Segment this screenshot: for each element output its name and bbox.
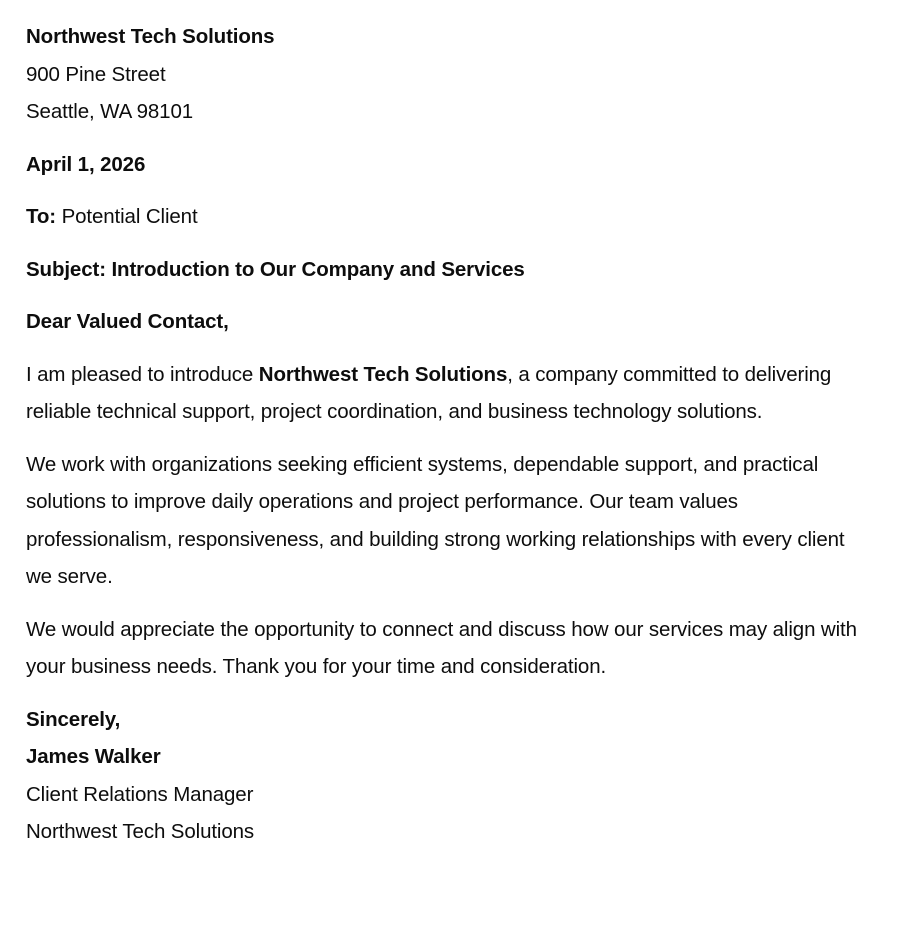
recipient-label: To:: [26, 205, 56, 228]
spacer-after-salutation: [26, 341, 873, 356]
signature-company: Northwest Tech Solutions: [26, 820, 255, 843]
signature-name: James Walker: [26, 745, 161, 768]
sender-street-address: 900 Pine Street: [26, 62, 166, 86]
spacer-after-paragraph-3: [26, 686, 873, 701]
signature-block: [26, 701, 873, 851]
spacer-after-sender: [26, 131, 873, 146]
spacer-after-subject: [26, 288, 873, 303]
spacer-after-paragraph-2: [26, 596, 873, 611]
spacer-after-recipient: [26, 236, 873, 251]
recipient-line: [26, 198, 873, 236]
recipient-value: Potential Client: [56, 205, 198, 228]
paragraph-1-company-emphasis: Northwest Tech Solutions: [258, 362, 508, 386]
subject-line: Subject: Introduction to Our Company and Services: [26, 257, 525, 281]
signature-title: Client Relations Manager: [26, 782, 254, 806]
salutation-line: Dear Valued Contact,: [26, 310, 229, 333]
paragraph-1-text-before: I am pleased to introduce: [26, 362, 259, 386]
sender-address-block: [26, 18, 873, 131]
spacer-after-paragraph-1: [26, 431, 873, 446]
paragraph-1-text-after: , a company committed to delivering reliable technical support, project coordination, and business technology solutions.: [26, 362, 832, 423]
body-paragraph-1: [26, 356, 873, 431]
body-paragraph-2: We work with organizations seeking efficient systems, dependable support, and practical solutions to improve daily operations and project performance. Our team values professionalism, responsiveness, and building strong working relationships with every client we serve.: [26, 452, 845, 588]
spacer-after-date: [26, 183, 873, 198]
body-paragraph-3: We would appreciate the opportunity to connect and discuss how our services may align with your business needs. Thank you for your time and consideration.: [26, 617, 857, 678]
sender-company-name: Northwest Tech Solutions: [26, 25, 275, 48]
signature-closing: Sincerely,: [26, 707, 121, 731]
letter-date: April 1, 2026: [26, 152, 146, 176]
sender-city-state-zip: Seattle, WA 98101: [26, 100, 194, 123]
